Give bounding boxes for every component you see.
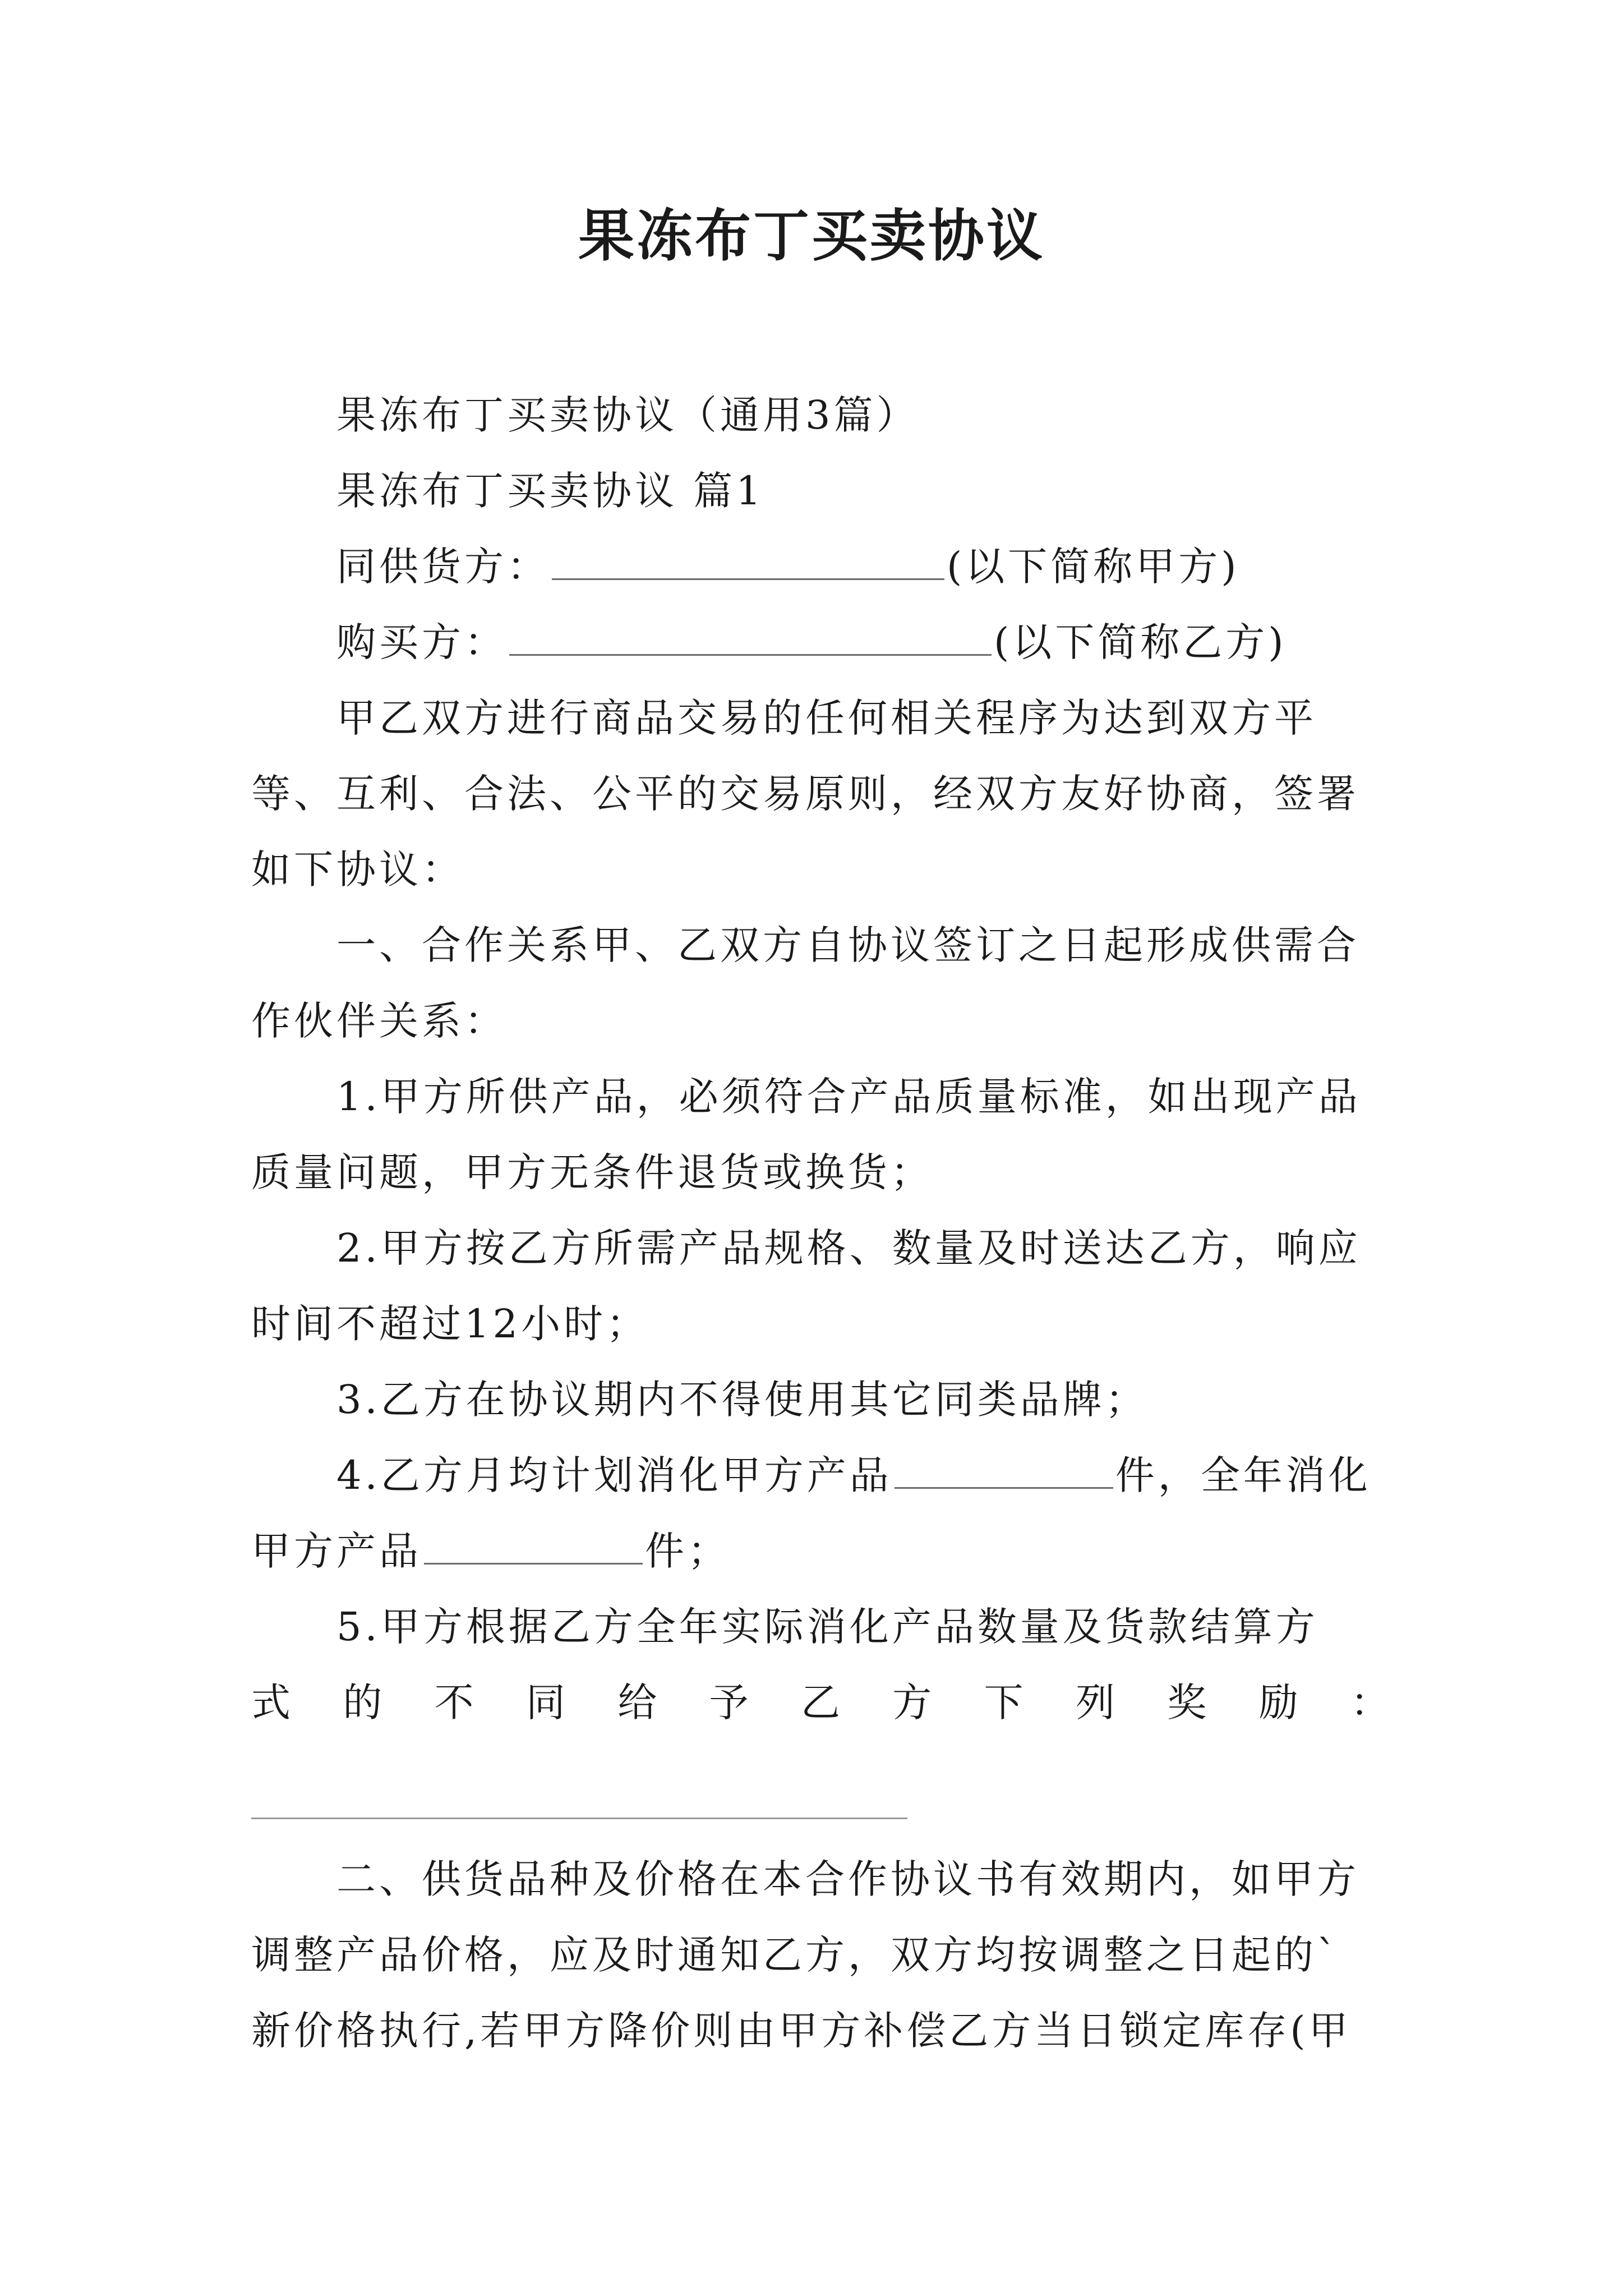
item-5-char: 予	[709, 1680, 749, 1726]
supplier-name-blank	[552, 539, 944, 580]
item-5-char: 不	[434, 1680, 474, 1726]
item-1-line: 质量问题，甲方无条件退货或换货；	[251, 1149, 933, 1195]
item-2-line: 2.甲方按乙方所需产品规格、数量及时送达乙方，响应	[336, 1225, 1361, 1271]
item-5-char: 给	[617, 1680, 657, 1726]
annual-quantity-blank	[424, 1524, 643, 1565]
monthly-quantity-blank	[895, 1448, 1113, 1489]
item-5-char: 下	[984, 1680, 1023, 1726]
item-5-char: 式	[251, 1680, 291, 1726]
supplier-label: 同供货方：	[336, 544, 550, 590]
item-5-char: 同	[525, 1680, 565, 1726]
clause-1-line: 一、合作关系甲、乙双方自协议签订之日起形成供需合	[336, 922, 1359, 968]
buyer-label: 购买方：	[336, 619, 507, 665]
clause-1-line: 作伙伴关系：	[251, 998, 507, 1044]
supplier-line	[336, 539, 1390, 595]
supplier-suffix: (以下简称甲方)	[947, 544, 1240, 590]
buyer-suffix: (以下简称乙方)	[994, 619, 1287, 665]
item-1-line: 1.甲方所供产品，必须符合产品质量标准，如出现产品	[336, 1074, 1361, 1120]
reward-blank-line	[251, 1818, 907, 1819]
item-5-line: 5.甲方根据乙方全年实际消化产品数量及货款结算方	[336, 1604, 1318, 1650]
clause-2-line: 二、供货品种及价格在本合作协议书有效期内，如甲方	[336, 1856, 1359, 1902]
item-5-char: 奖	[1167, 1680, 1207, 1726]
item-3-line: 3.乙方在协议期内不得使用其它同类品牌；	[336, 1377, 1148, 1423]
intro-paragraph-line: 甲乙双方进行商品交易的任何相关程序为达到双方平	[336, 695, 1317, 741]
item-5-char: 的	[343, 1680, 382, 1726]
item-5-char: 列	[1075, 1680, 1115, 1726]
document-subtitle: 果冻布丁买卖协议（通用3篇）	[336, 392, 919, 438]
section-heading: 果冻布丁买卖协议 篇1	[336, 468, 764, 514]
item-5-char: 励	[1258, 1680, 1298, 1726]
item-5-char: 方	[892, 1680, 932, 1726]
buyer-name-blank	[509, 615, 992, 656]
item-5-char: 乙	[800, 1680, 840, 1726]
item-4-text: 件；	[645, 1528, 730, 1574]
item-5-justified-line	[251, 1674, 1390, 1731]
buyer-line	[336, 614, 1390, 670]
item-2-line: 时间不超过12小时；	[251, 1301, 649, 1347]
item-4-line	[336, 1447, 1390, 1503]
item-4-line	[251, 1523, 1390, 1579]
item-4-text: 4.乙方月均计划消化甲方产品	[336, 1452, 892, 1498]
item-4-text: 件，全年消化	[1115, 1452, 1371, 1498]
clause-2-line: 调整产品价格，应及时通知乙方，双方均按调整之日起的`	[251, 1932, 1340, 1978]
document-title: 果冻布丁买卖协议	[578, 203, 1045, 269]
item-4-text: 甲方产品	[251, 1528, 422, 1574]
clause-2-line: 新价格执行,若甲方降价则由甲方补偿乙方当日锁定库存(甲	[251, 2008, 1352, 2054]
intro-paragraph-line: 如下协议：	[251, 846, 464, 892]
item-5-char: ：	[1350, 1680, 1390, 1726]
intro-paragraph-line: 等、互利、合法、公平的交易原则，经双方友好协商，签署	[251, 771, 1359, 817]
